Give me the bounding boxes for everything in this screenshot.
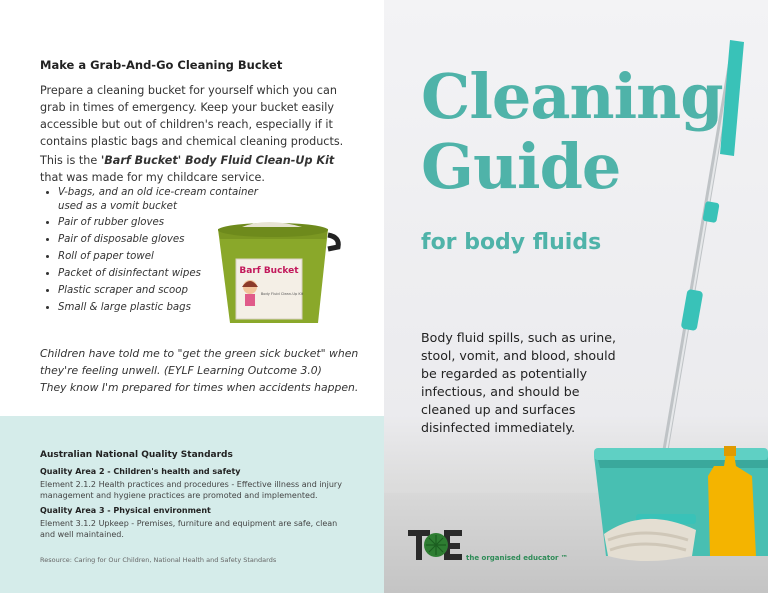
list-item: • Packet of disinfectant wipes — [58, 267, 268, 281]
right-panel — [384, 0, 768, 593]
nqs-panel — [0, 416, 384, 593]
list-item: • V-bags, and an old ice-cream container used as a vomit bucket — [58, 186, 268, 213]
kit-post-text: that was made for my childcare service. — [40, 171, 265, 184]
quote-paragraph — [40, 345, 360, 396]
quality-area-2-desc: Element 2.1.2 Health practices and procedures - Effective illness and injury management and hygiene practices are promoted and implemented. — [40, 480, 342, 500]
bucket-label-title: Barf Bucket — [239, 266, 299, 276]
quote-line-1: Children have told me to "get the green sick bucket" when they're feeling unwell. (EYLF Learning Outcome 3.0) — [40, 347, 359, 377]
kit-name: 'Barf Bucket' Body Fluid Clean-Up Kit — [100, 154, 335, 167]
logo-text: the organised educator ™ — [466, 554, 568, 562]
list-item: • Pair of disposable gloves — [58, 233, 268, 247]
list-item: • Small & large plastic bags — [58, 301, 268, 315]
quality-area-3-title: Quality Area 3 - Physical environment — [40, 506, 211, 515]
list-item: • Roll of paper towel — [58, 250, 268, 264]
subtitle: for body fluids — [421, 230, 602, 255]
kit-paragraph — [40, 152, 350, 186]
title-line-1: Cleaning — [421, 60, 723, 133]
intro-paragraph: Prepare a cleaning bucket for yourself which you can grab in times of emergency. Keep your bucket easily accessible but out of children's reach, especially if it contains plastic bags and chemical cleaning products. — [40, 84, 344, 148]
kit-pre-text: This is the — [40, 154, 101, 167]
barf-bucket-photo — [212, 213, 344, 327]
section-heading: Make a Grab-And-Go Cleaning Bucket — [40, 58, 283, 72]
quality-area-2-title: Quality Area 2 - Children's health and safety — [40, 467, 241, 476]
list-item: • Plastic scraper and scoop — [58, 284, 268, 298]
bucket-label-sub: Body Fluid Clean-Up Kit — [260, 292, 304, 296]
resource-note: Resource: Caring for Our Children, National Health and Safety Standards — [40, 556, 277, 564]
title-line-2: Guide — [421, 130, 621, 203]
quote-line-2: They know I'm prepared for times when accidents happen. — [40, 381, 359, 394]
organised-educator-logo — [408, 526, 468, 566]
nqs-title: Australian National Quality Standards — [40, 450, 233, 460]
body-paragraph: Body fluid spills, such as urine, stool, vomit, and blood, should be regarded as potentially infectious, and should be cleaned up and surfaces disinfected immediately. — [421, 330, 616, 435]
quality-area-3-desc: Element 3.1.2 Upkeep - Premises, furniture and equipment are safe, clean and well maintained. — [40, 519, 338, 539]
list-item: • Pair of rubber gloves — [58, 216, 268, 230]
